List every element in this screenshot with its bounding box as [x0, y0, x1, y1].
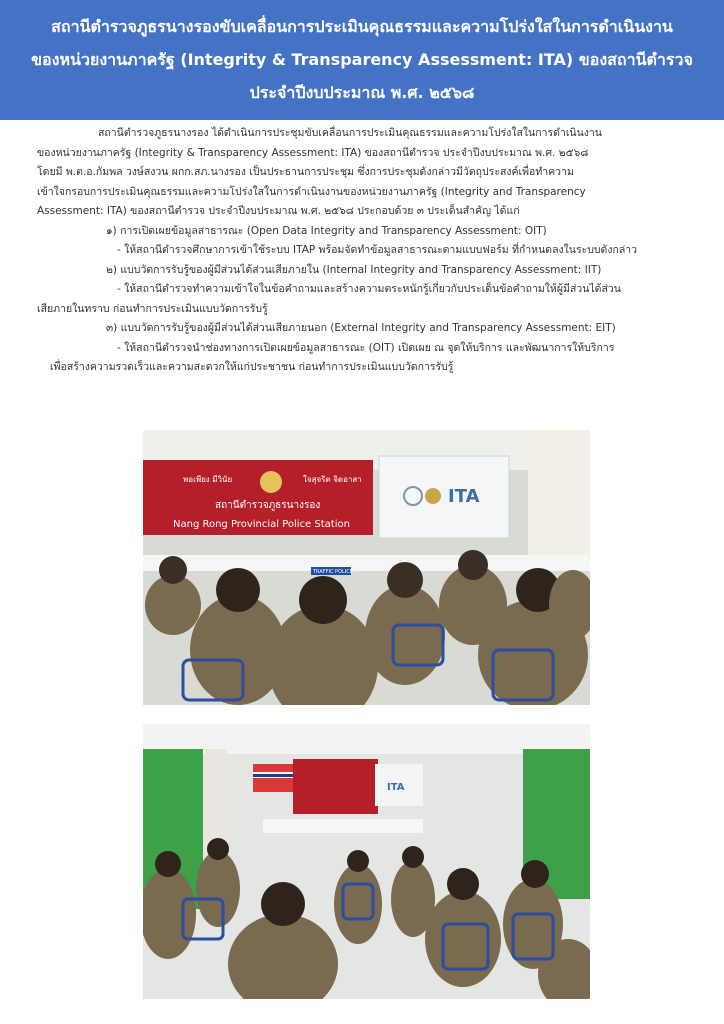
banner-slogan-left: พอเพียง มีวินัย — [183, 475, 233, 484]
list-item-description: เสียภายในทราบ ก่อนทำการประเมินแบบวัดการรับรู้ — [37, 302, 268, 315]
screen-ita-text-2: ITA — [387, 782, 405, 793]
meeting-photo-front — [143, 430, 590, 705]
paragraph-line: สถานีตำรวจภูธรนางรอง ได้ดำเนินการประชุมขับเคลื่อนการประเมินคุณธรรมและความโปร่งใสในการดำเนินงาน — [98, 127, 602, 139]
banner-slogan-right: ใจสุจริต จิตอาสา — [303, 475, 362, 484]
page-header — [0, 0, 724, 120]
list-item-description: เพื่อสร้างความรวดเร็วและความสะดวกให้แก่ประชาชน ก่อนทำการประเมินแบบวัดการรับรู้ — [50, 361, 454, 373]
banner-title: สถานีตำรวจภูธรนางรอง — [215, 500, 321, 511]
meeting-photo-wide — [143, 724, 590, 999]
screen-ita-text: ITA — [448, 486, 480, 507]
paragraph-line: เข้าใจกรอบการประเมินคุณธรรมและความโปร่งใสในการดำเนินงานของหน่วยงานภาครัฐ (Integrity and Transparency — [37, 185, 586, 198]
article-body — [37, 124, 677, 378]
traffic-police-sign: TRAFFIC POLICE — [313, 569, 353, 575]
paragraph-line: โดยมี พ.ต.อ.กัมพล วงษ์สงวน ผกก.สภ.นางรอง เป็นประธานการประชุม ซึ่งการประชุมดังกล่าวมีวัตถุประสงค์เพื่อทำความ — [37, 166, 574, 178]
list-item-heading: ๓) แบบวัดการรับรู้ของผู้มีส่วนได้ส่วนเสียภายนอก (External Integrity and Transparency Assessment: EIT) — [106, 322, 616, 334]
banner-subtitle: Nang Rong Provincial Police Station — [173, 519, 350, 530]
paragraph-line: ของหน่วยงานภาครัฐ (Integrity & Transparency Assessment: ITA) ของสถานีตำรวจ ประจำปีงบประมาณ พ.ศ. ๒๕๖๘ — [37, 146, 589, 159]
list-item-description: - ให้สถานีตำรวจศึกษาการเข้าใช้ระบบ ITAP พร้อมจัดทำข้อมูลสาธารณะตามแบบฟอร์ม ที่กำหนดลงในระบบดังกล่าว — [117, 244, 638, 256]
header-title-line-2: ของหน่วยงานภาครัฐ (Integrity & Transparency Assessment: ITA) ของสถานีตำรวจ — [31, 50, 693, 69]
list-item-heading: ๑) การเปิดเผยข้อมูลสาธารณะ (Open Data Integrity and Transparency Assessment: OIT) — [106, 224, 547, 237]
header-title-line-1: สถานีตำรวจภูธรนางรองขับเคลื่อนการประเมินคุณธรรมและความโปร่งใสในการดำเนินงาน — [51, 17, 673, 36]
header-title-line-3: ประจำปีงบประมาณ พ.ศ. ๒๕๖๘ — [249, 83, 475, 102]
paragraph-line: Assessment: ITA) ของสถานีตำรวจ ประจำปีงบประมาณ พ.ศ. ๒๕๖๘ ประกอบด้วย ๓ ประเด็นสำคัญ ได้แก่ — [37, 205, 520, 217]
list-item-description: - ให้สถานีตำรวจทำความเข้าใจในข้อคำถามและสร้างความตระหนักรู้เกี่ยวกับประเด็นข้อคำถามให้ผู้มีส่วนได้ส่วน — [117, 283, 621, 295]
list-item-heading: ๒) แบบวัดการรับรู้ของผู้มีส่วนได้ส่วนเสียภายใน (Internal Integrity and Transparency Assessment: IIT) — [106, 263, 602, 276]
list-item-description: - ให้สถานีตำรวจนำช่องทางการเปิดเผยข้อมูลสาธารณะ (OIT) เปิดเผย ณ จุดให้บริการ และพัฒนาการให้บริการ — [117, 341, 615, 354]
